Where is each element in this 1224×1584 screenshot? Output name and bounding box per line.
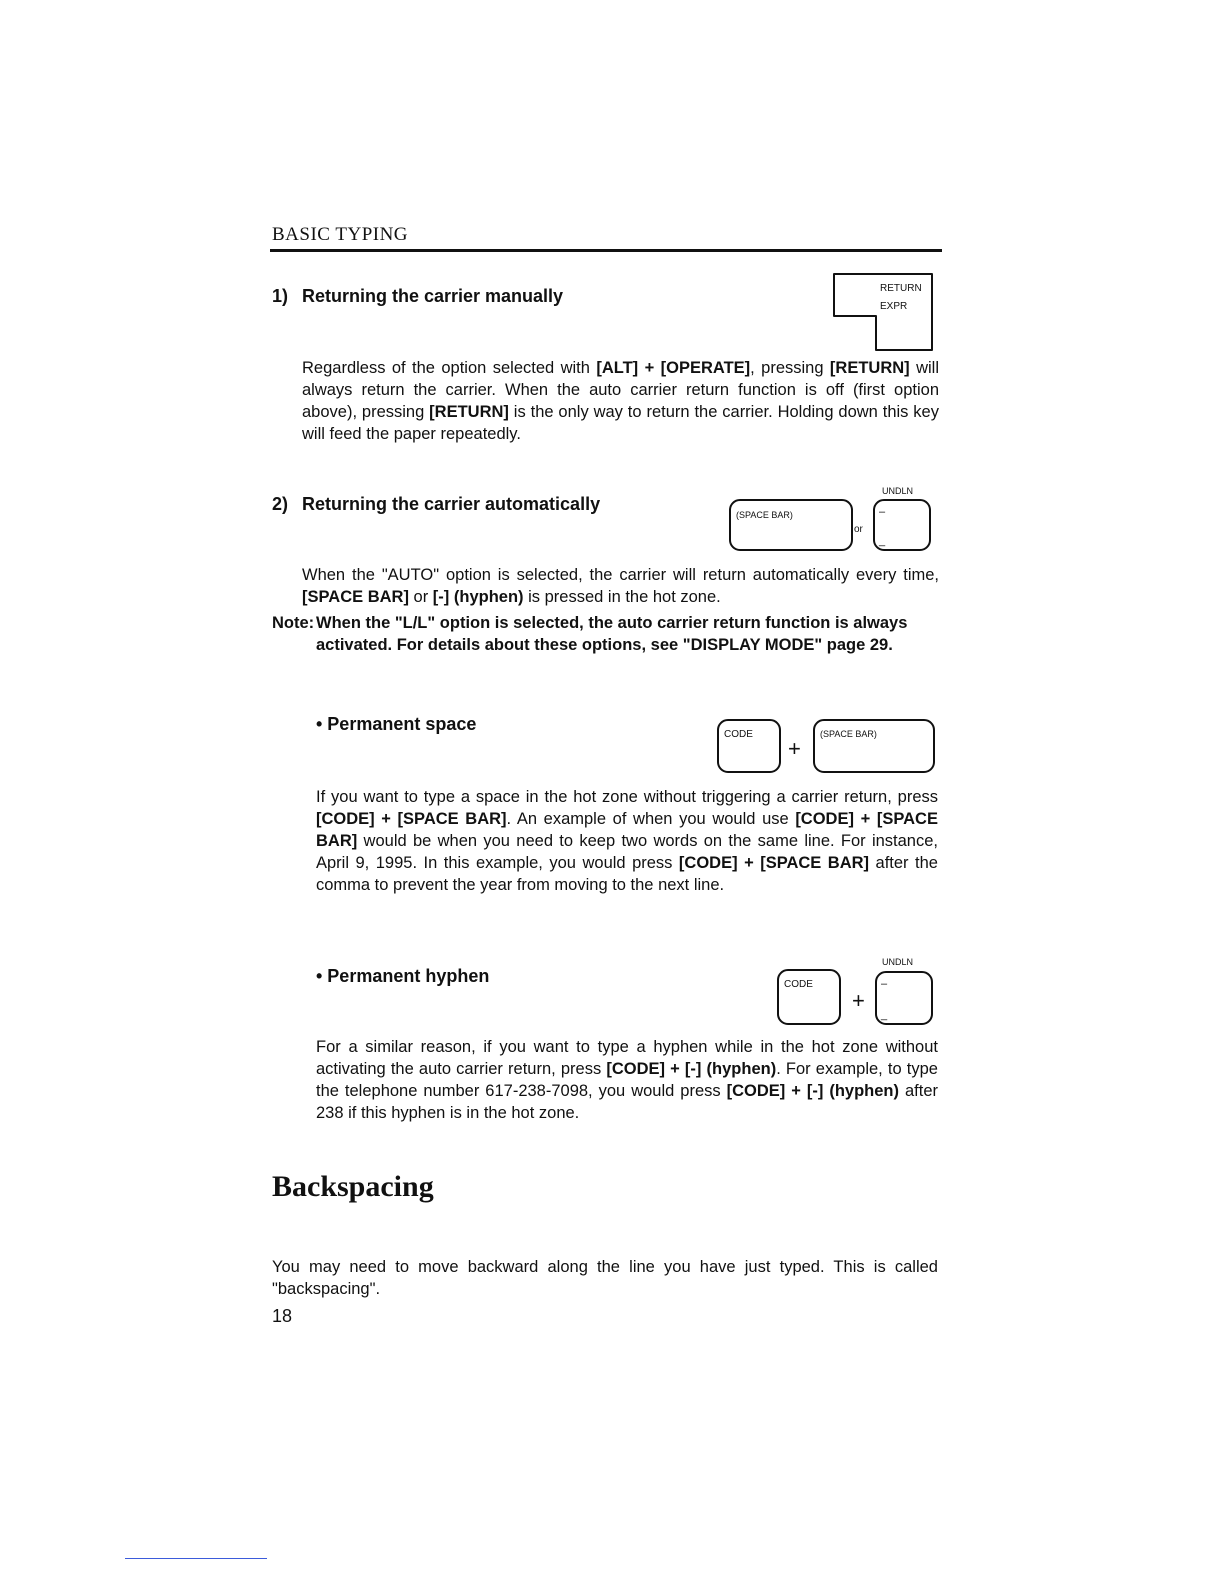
or-label: or	[854, 524, 863, 535]
code-plus-hyphen-keys	[774, 952, 940, 1032]
key-reference: [CODE] + [-] (hyphen)	[606, 1060, 777, 1078]
text-run: . An example of when you would use	[506, 810, 796, 828]
code-plus-space-keys	[714, 716, 940, 776]
text-run: is pressed in the hot zone.	[523, 588, 721, 606]
permanent-space-heading: • Permanent space	[316, 714, 477, 734]
page-number: 18	[272, 1306, 293, 1326]
section2-number: 2)	[272, 494, 289, 514]
backspacing-title: Backspacing	[272, 1170, 434, 1203]
header-rule	[270, 249, 942, 252]
return-key-icon	[828, 272, 938, 354]
text-run: after 238 if this hyphen is in the hot zone.	[316, 1082, 938, 1122]
key-reference: [RETURN]	[829, 359, 910, 377]
bottom-rule	[125, 1558, 267, 1559]
space-bar-key-icon	[730, 500, 852, 550]
return-key-label: RETURN	[880, 283, 922, 294]
text-run: will always return the carrier. When the auto carrier return function is off (first option above), pressing	[302, 359, 939, 421]
text-run: , pressing	[750, 359, 830, 377]
permanent-space-paragraph	[316, 786, 938, 896]
hyphen-key-dash: –	[879, 506, 886, 518]
key-reference: [CODE] + [SPACE BAR]	[316, 810, 507, 828]
text-run: is the only way to return the carrier. Holding down this key will feed the paper repeatedly.	[302, 403, 939, 443]
space-bar-key-icon	[814, 720, 934, 772]
key-reference: [CODE] + [SPACE BAR]	[678, 854, 870, 872]
key-reference: [CODE] + [-] (hyphen)	[726, 1082, 899, 1100]
hyphen-key-dash: –	[881, 978, 888, 990]
hyphen-key-underscore: _	[879, 535, 886, 547]
text-run: When the "AUTO" option is selected, the carrier will return automatically every time,	[302, 566, 939, 584]
plus-sign: +	[852, 988, 865, 1013]
note-label: Note:	[272, 614, 315, 632]
section2-paragraph	[302, 564, 939, 608]
key-reference: [CODE] + [SPACE BAR]	[316, 810, 938, 850]
key-reference: [ALT] + [OPERATE]	[596, 359, 751, 377]
undln-label: UNDLN	[882, 957, 914, 967]
space-bar-key-label: (SPACE BAR)	[820, 729, 877, 739]
plus-sign: +	[788, 736, 801, 761]
text-run: after the comma to prevent the year from moving to the next line.	[316, 854, 938, 894]
undln-label: UNDLN	[882, 486, 914, 496]
permanent-hyphen-heading: • Permanent hyphen	[316, 966, 490, 986]
section1-number: 1)	[272, 286, 289, 306]
expr-key-label: EXPR	[880, 301, 908, 312]
text-run: . For example, to type the telephone number 617-238-7098, you would press	[316, 1060, 938, 1100]
section1-title: Returning the carrier manually	[302, 286, 564, 306]
section1-paragraph	[302, 357, 939, 445]
note-text: When the "L/L" option is selected, the auto carrier return function is always activated. For details about these options, see "DISPLAY MODE" page 29.	[316, 614, 908, 654]
key-reference: [RETURN]	[429, 403, 509, 421]
header-title: BASIC TYPING	[272, 224, 409, 245]
key-reference: [-] (hyphen)	[432, 588, 524, 606]
hyphen-key-underscore: _	[881, 1009, 888, 1021]
section1-heading	[272, 286, 563, 307]
text-run: For a similar reason, if you want to type a hyphen while in the hot zone without activating the auto carrier return, press	[316, 1038, 938, 1078]
section2-title: Returning the carrier automatically	[302, 494, 601, 514]
text-run: would be when you need to keep two words on the same line. For instance, April 9, 1995. In this example, you would press	[316, 832, 938, 872]
space-bar-key-label: (SPACE BAR)	[736, 510, 793, 520]
code-key-label: CODE	[724, 729, 753, 740]
code-key-icon	[718, 720, 780, 772]
space-or-hyphen-keys	[726, 480, 940, 554]
text-run: or	[408, 588, 433, 606]
text-run: If you want to type a space in the hot zone without triggering a carrier return, press	[316, 788, 938, 806]
code-key-label: CODE	[784, 979, 813, 990]
key-reference: [SPACE BAR]	[302, 588, 409, 606]
permanent-hyphen-paragraph	[316, 1036, 938, 1124]
section2-heading	[272, 494, 600, 515]
backspacing-paragraph: You may need to move backward along the line you have just typed. This is called "backspacing".	[272, 1258, 938, 1298]
text-run: Regardless of the option selected with	[302, 359, 597, 377]
